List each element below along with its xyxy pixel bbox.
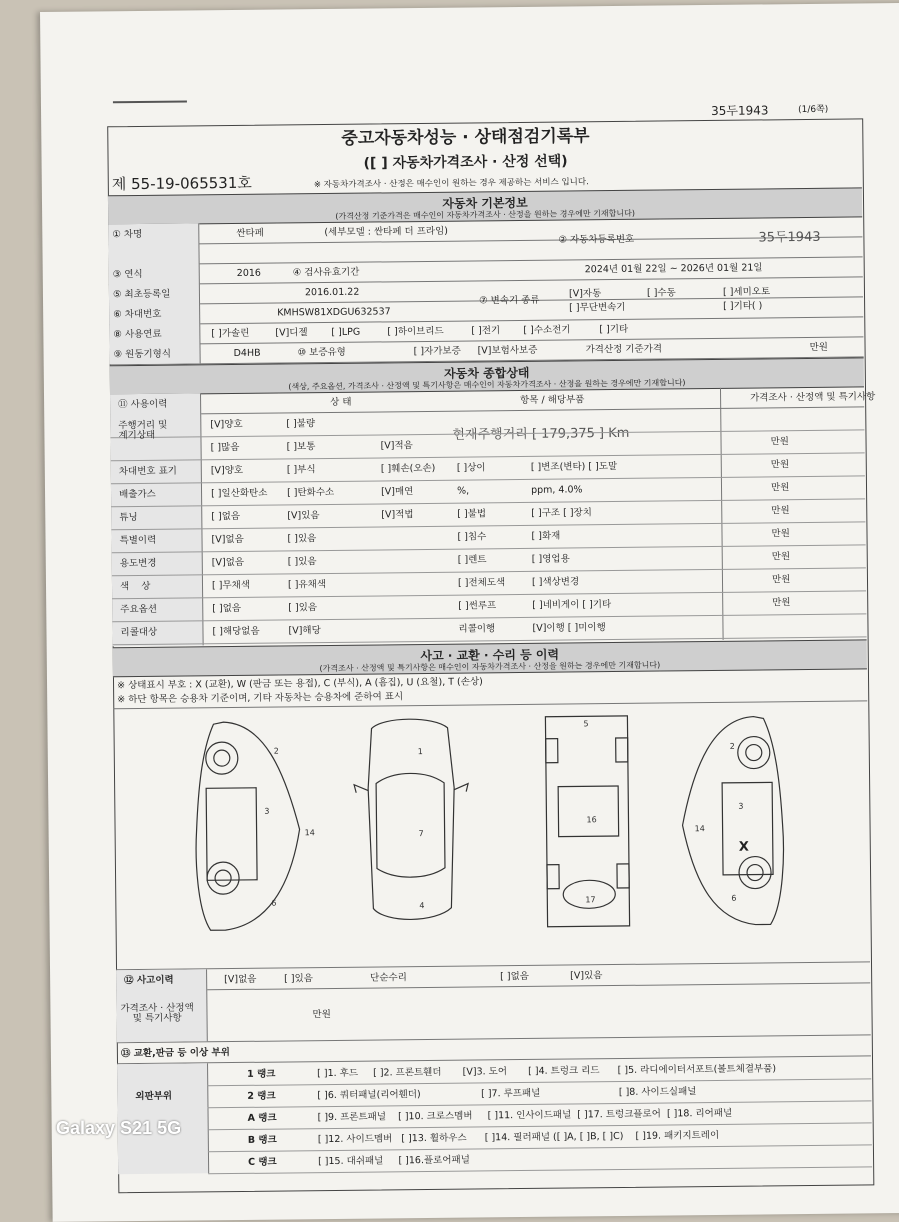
transmission-manual: [ ]수동 (646, 287, 676, 299)
svg-text:14: 14 (694, 824, 705, 834)
overall-row-line (112, 613, 866, 622)
overall-row-cell: [ ]일산화탄소 (210, 487, 268, 500)
svg-text:7: 7 (418, 829, 424, 839)
parts-rank-label: A 랭크 (247, 1112, 277, 1124)
document-number: 제 55-19-065531호 (111, 173, 252, 194)
svg-text:2: 2 (729, 741, 735, 751)
parts-row-line (207, 1078, 871, 1086)
overall-row-cell: [V]해당 (288, 625, 321, 637)
reg-number-value: 35두1943 (758, 229, 821, 246)
car-left-door (206, 788, 257, 881)
car-right-rear-wheel (739, 856, 771, 888)
transmission-cvt: [ ]무단변속기 (569, 301, 626, 314)
vehicle-type-note: ※ 하단 항목은 승용차 기준이며, 기타 자동차는 승용차에 준하여 표시 (117, 691, 404, 706)
parts-row-line (207, 1100, 871, 1108)
overall-row-cell: [V]있음 (287, 510, 320, 522)
fuel-label: ⑧ 사용연료 (113, 328, 162, 341)
overall-row-label: 리콜대상 (120, 626, 158, 639)
overall-row-cell: [ ]구조 [ ]장치 (531, 507, 592, 519)
overall-row-cell: [ ]유채색 (287, 579, 327, 591)
overall-row-unit: 만원 (771, 505, 790, 517)
overall-row-label: 용도변경 (119, 557, 157, 570)
service-notice: ※ 자동차가격조사 · 산정은 매수인이 원하는 경우 제공하는 서비스 입니다. (313, 177, 589, 191)
first-registration-value: 2016.01.22 (304, 286, 360, 299)
svg-text:2: 2 (273, 746, 279, 756)
overall-state-title: 자동차 종합상태 (444, 365, 530, 381)
vin-value: KMHSW81XDGU632537 (277, 306, 391, 319)
inspection-period-value: 2024년 01월 22일 ~ 2026년 01월 21일 (584, 262, 763, 276)
overall-row-cell: %, (456, 485, 470, 497)
base-price-label: 가격산정 기준가격 (585, 343, 663, 356)
warranty-insurance: [V]보험사보증 (477, 344, 538, 357)
parts-grid (117, 1055, 872, 1174)
svg-text:5: 5 (583, 719, 589, 729)
svg-text:3: 3 (264, 806, 270, 816)
fuel-option: [V]디젤 (275, 327, 308, 339)
overall-row-cell: 리콜이행 (458, 623, 496, 635)
car-name-value: 싼타페 (236, 227, 264, 239)
mileage-value: 현재주행거리 [ 179,375 ] Km (452, 425, 630, 443)
inspection-period-label: ④ 검사유효기간 (292, 266, 360, 279)
parts-row-line (208, 1144, 872, 1152)
document-sheet (40, 3, 899, 1222)
overall-row-label: 차대번호 표기 (118, 465, 177, 478)
reg-number-label: ② 자동차등록번호 (558, 233, 635, 246)
first-registration-label: ⑤ 최초등록일 (112, 288, 171, 301)
overall-row-cell: [ ]없음 (212, 602, 242, 615)
overall-row-unit: 만원 (772, 597, 791, 609)
accident-title: 사고 · 교환 · 수리 등 이력 (420, 647, 560, 664)
accident-history-yes: [ ]있음 (284, 973, 313, 985)
overall-row-cell: [ ]변조(변타) [ ]도말 (530, 460, 618, 473)
overall-row-cell: [ ]화재 (531, 530, 561, 542)
simple-repair-yes: [V]있음 (570, 970, 603, 982)
parts-rank-label: C 랭크 (248, 1156, 277, 1168)
base-price-unit: 만원 (809, 341, 828, 353)
overall-row-unit: 만원 (771, 528, 790, 540)
overall-row-cell: [ ]불량 (286, 418, 316, 430)
overall-row-cell: [V]없음 (211, 533, 244, 546)
basic-info-note: (가격산정 기준가격은 매수인이 자동차가격조사 · 산정을 원하는 경우에만 기재합니다) (335, 208, 635, 221)
parts-heading: ⑬ 교환,판금 등 이상 부위 (120, 1047, 230, 1060)
transmission-label: ⑦ 변속기 종류 (478, 294, 540, 307)
overall-row-label: 배출가스 (119, 488, 156, 501)
simple-repair-label: 단순수리 (370, 972, 407, 984)
overall-row-label: 주요옵션 (120, 603, 158, 616)
overall-row-line (111, 498, 865, 507)
overall-row-cell: [ ]있음 (287, 533, 317, 545)
page-number: (1/6쪽) (798, 104, 829, 116)
accident-note: (가격조사 · 산정액 및 특기사항은 매수인이 자동차가격조사 · 산정을 원하는 경우에만 기재합니다) (319, 660, 661, 674)
accident-history-label: ⑫ 사고이력 (124, 974, 174, 987)
price-note-header: 가격조사 · 산정액 및 특기사항 (750, 391, 876, 404)
vin-label: ⑥ 차대번호 (113, 308, 162, 321)
parts-rank-items: [ ]12. 사이드멤버 [ ]13. 휠하우스 [ ]14. 필러패널 ([ ]A, [ ]B, [ ]C) [ ]19. 패키지트레이 (317, 1129, 720, 1146)
parts-row-line (208, 1122, 872, 1130)
overall-row-cell: [ ]부식 (286, 464, 316, 476)
accident-price-unit: 만원 (312, 1009, 331, 1021)
car-left-side (195, 721, 301, 930)
right-door-exchange-mark: X (738, 839, 749, 855)
overall-row-cell: [ ]침수 (457, 531, 487, 543)
overall-row-unit: 만원 (770, 459, 790, 471)
basic-info-title: 자동차 기본정보 (442, 195, 528, 211)
svg-text:3: 3 (738, 801, 744, 811)
overall-row-label: 특별이력 (119, 534, 157, 547)
overall-row-unit: 만원 (771, 551, 791, 563)
transmission-auto: [V]자동 (568, 288, 602, 300)
overall-row-cell: [ ]탄화수소 (286, 486, 335, 499)
svg-text:16: 16 (586, 815, 597, 825)
overall-row-cell: [ ]보통 (286, 441, 316, 453)
parts-rank-label: B 랭크 (247, 1134, 277, 1146)
overall-row-cell: [ ]불법 (457, 508, 487, 520)
fuel-option: [ ]가솔린 (211, 327, 250, 340)
outer-panel-label: 외판부위 (135, 1090, 173, 1103)
overall-row-cell: ppm, 4.0% (530, 484, 583, 496)
overall-row-cell: [ ]있음 (288, 602, 318, 614)
simple-repair-none: [ ]없음 (500, 970, 529, 983)
overall-state-note: (색상, 주요옵션, 가격조사 · 산정액 및 특기사항은 매수인이 자동차가격조사 · 산정을 원하는 경우에만 기재합니다) (288, 378, 686, 392)
overall-row-cell: [V]이행 [ ]미이행 (532, 622, 606, 634)
svg-text:6: 6 (271, 898, 277, 908)
car-left-front-wheel (206, 742, 238, 774)
status-legend: ※ 상태표시 부호 : X (교환), W (판금 또는 용접), C (부식), A (흠집), U (요철), T (손상) (117, 676, 483, 692)
detail-model-value: (세부모델 : 싼타페 더 프라임) (324, 225, 449, 239)
overall-row-cell: [ ]렌트 (457, 554, 487, 566)
overall-row-line (112, 567, 866, 576)
top-line (113, 100, 187, 103)
engine-label: ⑨ 원동기형식 (113, 348, 172, 361)
accident-history-none: [V]없음 (224, 973, 257, 986)
basic-info-grid (108, 216, 863, 364)
car-left-rear-wheel (207, 862, 239, 894)
document-title: 중고자동차성능 · 상태점검기록부 (341, 126, 590, 149)
usage-history-header: ⑪ 사용이력 (118, 398, 168, 411)
fuel-option: [ ]수소전기 (523, 324, 571, 336)
car-right-front-wheel (738, 736, 770, 768)
fuel-option: [ ]전기 (471, 325, 501, 337)
overall-row-line (111, 521, 865, 530)
transmission-etc: [ ]기타( ) (723, 300, 763, 312)
overall-row-label: 주행거리 및 계기상태 (118, 419, 168, 441)
car-diagram (113, 703, 869, 951)
overall-state-grid (110, 386, 876, 646)
fuel-option: [ ]하이브리드 (387, 325, 444, 338)
overall-row-cell: [ ]훼손(오손) (380, 462, 436, 475)
overall-row-cell: [ ]해당없음 (212, 625, 260, 638)
overall-row-cell: [V]적음 (380, 440, 413, 452)
overall-row-line (112, 590, 866, 599)
overall-row-cell: [ ]색상변경 (531, 576, 580, 588)
year-value: 2016 (236, 267, 261, 279)
svg-text:17: 17 (585, 895, 596, 905)
overall-row-cell: [V]양호 (210, 464, 244, 477)
accident-price-label: 가격조사 · 산정액 및 특기사항 (120, 1002, 194, 1024)
state-header: 상 태 (330, 396, 352, 408)
fuel-option: [ ]기타 (599, 323, 629, 336)
parts-rank-items: [ ]15. 대쉬패널 [ ]16.플로어패널 (317, 1154, 470, 1168)
parts-rank-items: [ ]6. 쿼터패널(리어휀더) [ ]7. 루프패널 [ ]8. 사이드실패널 (317, 1086, 697, 1102)
item-header: 항목 / 해당부품 (520, 394, 585, 406)
overall-row-unit: 만원 (770, 482, 790, 494)
svg-text:4: 4 (419, 901, 425, 911)
overall-row-cell: [ ]상이 (456, 462, 486, 474)
overall-row-cell: [ ]없음 (211, 510, 241, 523)
overall-row-cell: [ ]썬루프 (458, 600, 497, 612)
overall-row-cell: [V]적법 (381, 509, 414, 521)
overall-row-unit: 만원 (770, 436, 789, 448)
overall-row-cell: [ ]많음 (210, 441, 240, 454)
plate-number-top: 35두1943 (711, 103, 769, 118)
overall-row-line (112, 544, 866, 553)
warranty-self: [ ]자가보증 (413, 345, 461, 358)
svg-text:14: 14 (304, 828, 315, 838)
transmission-semi: [ ]세미오토 (722, 286, 771, 298)
overall-row-cell: [ ]영업용 (531, 553, 570, 565)
overall-row-label: 튜닝 (119, 512, 138, 524)
fuel-option: [ ]LPG (331, 326, 361, 338)
overall-row-unit: 만원 (771, 574, 791, 586)
engine-value: D4HB (233, 347, 261, 359)
parts-rank-items: [ ]1. 후드 [ ]2. 프론트휀더 [V]3. 도어 [ ]4. 트렁크 리드 [ ]5. 라디에이터서포트(볼트체결부품) (317, 1063, 777, 1080)
overall-row-cell: [ ]전체도색 (457, 577, 506, 589)
parts-rank-label: 1 랭크 (247, 1068, 276, 1080)
svg-text:1: 1 (417, 747, 423, 757)
parts-rank-items: [ ]9. 프론트패널 [ ]10. 크로스멤버 [ ]11. 인사이드패널 [ ]17. 트렁크플로어 [ ]18. 리어패널 (317, 1107, 733, 1124)
document-subtitle: ([ ] 자동차가격조사 · 산정 선택) (363, 153, 568, 172)
parts-rank-label: 2 랭크 (247, 1090, 276, 1102)
svg-text:6: 6 (731, 893, 737, 903)
warranty-label: ⑩ 보증유형 (297, 346, 346, 359)
overall-row-cell: [V]양호 (210, 418, 243, 431)
overall-row-label: 색 상 (119, 580, 151, 593)
camera-watermark: Galaxy S21 5G (56, 1118, 182, 1138)
overall-row-cell: [V]매연 (380, 486, 414, 498)
car-name-label: ① 차명 (112, 228, 143, 241)
overall-row-cell: [V]없음 (211, 556, 245, 569)
overall-row-line (111, 452, 865, 461)
car-top-view (367, 719, 455, 920)
accident-history-grid (116, 961, 871, 1043)
overall-row-line (111, 475, 865, 484)
overall-row-cell: [ ]무채색 (211, 579, 251, 592)
overall-row-cell: [ ]네비게이 [ ]기타 (532, 599, 612, 611)
year-label: ③ 연식 (112, 268, 143, 281)
overall-row-cell: [ ]있음 (287, 556, 317, 568)
